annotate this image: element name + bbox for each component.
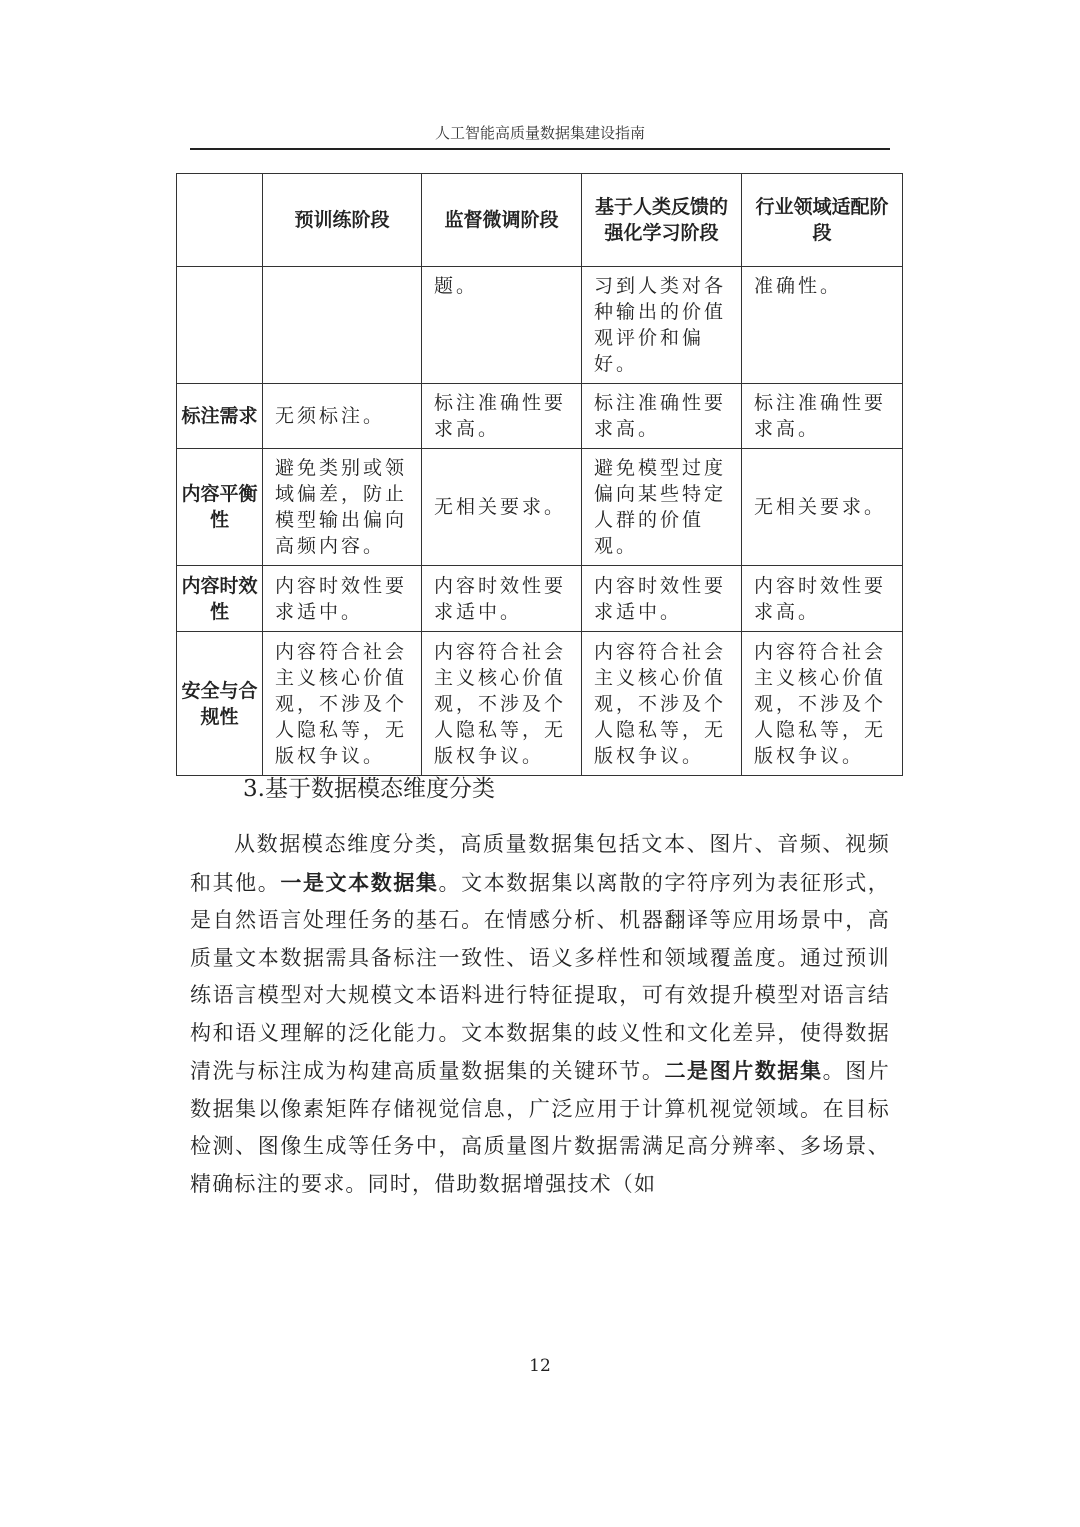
- table-cell: 无相关要求。: [742, 449, 903, 566]
- body-text-segment: 。图片数据集以像素矩阵存储视觉信息，广泛应用于计算机视觉领域。在目标检测、图像生成等任务中，高质量图片数据需满足高分辨率、多场景、精确标注的要求。同时，借助数据增强技术（如: [190, 1059, 890, 1196]
- table-cell: 避免模型过度偏向某些特定人群的价值观。: [582, 449, 742, 566]
- table-cell: 习到人类对各种输出的价值观评价和偏好。: [582, 267, 742, 384]
- row-label: 内容时效性: [177, 566, 263, 632]
- header-rule: [190, 148, 890, 150]
- table-cell: 标注准确性要求高。: [422, 384, 582, 449]
- running-header: 人工智能高质量数据集建设指南: [434, 124, 645, 142]
- bold-term: 一是文本数据集: [280, 869, 439, 895]
- table-cell: 内容符合社会主义核心价值观，不涉及个人隐私等，无版权争议。: [422, 632, 582, 776]
- table-cell: 标注准确性要求高。: [742, 384, 903, 449]
- table-cell: [263, 267, 422, 384]
- table-cell: 内容符合社会主义核心价值观，不涉及个人隐私等，无版权争议。: [742, 632, 903, 776]
- table-header-cell: 基于人类反馈的强化学习阶段: [582, 174, 742, 267]
- table-header-cell: 预训练阶段: [263, 174, 422, 267]
- row-label: 安全与合规性: [177, 632, 263, 776]
- table-header-cell: [177, 174, 263, 267]
- table-row: [177, 632, 903, 776]
- table-header-cell: 监督微调阶段: [422, 174, 582, 267]
- section-heading: 3.基于数据模态维度分类: [243, 776, 495, 802]
- table-cell: 避免类别或领域偏差，防止模型输出偏向高频内容。: [263, 449, 422, 566]
- table-header-row: [177, 174, 903, 267]
- row-label: 标注需求: [177, 384, 263, 449]
- table-cell: 无须标注。: [263, 384, 422, 449]
- table-cell: 内容时效性要求适中。: [263, 566, 422, 632]
- table-cell: 准确性。: [742, 267, 903, 384]
- body-text-segment: 从数据模态维度分类，高质量数据集包括文本、图片、音频、视频和其他。: [190, 832, 890, 895]
- stage-requirements-table: [176, 173, 903, 776]
- table-cell: 内容符合社会主义核心价值观，不涉及个人隐私等，无版权争议。: [263, 632, 422, 776]
- table-row: [177, 449, 903, 566]
- table-cell: 标注准确性要求高。: [582, 384, 742, 449]
- table-row: [177, 384, 903, 449]
- table-header-cell: 行业领域适配阶段: [742, 174, 903, 267]
- table-row: [177, 566, 903, 632]
- table-cell: 内容符合社会主义核心价值观，不涉及个人隐私等，无版权争议。: [582, 632, 742, 776]
- table-cell: 题。: [422, 267, 582, 384]
- page-number: 12: [529, 1356, 551, 1376]
- row-label: 内容平衡性: [177, 449, 263, 566]
- row-label: [177, 267, 263, 384]
- table-cell: 内容时效性要求适中。: [582, 566, 742, 632]
- table-row: [177, 267, 903, 384]
- body-text-segment: 。文本数据集以离散的字符序列为表征形式，是自然语言处理任务的基石。在情感分析、机器翻译等应用场景中，高质量文本数据需具备标注一致性、语义多样性和领域覆盖度。通过预训练语言模型对大规模文本语料进行特征提取，可有效提升模型对语言结构和语义理解的泛化能力。文本数据集的歧义性和文化差异，使得数据清洗与标注成为构建高质量数据集的关键环节。: [190, 870, 890, 1083]
- table-cell: 内容时效性要求适中。: [422, 566, 582, 632]
- body-paragraph: [190, 826, 890, 1203]
- table-cell: 内容时效性要求高。: [742, 566, 903, 632]
- bold-term: 二是图片数据集: [664, 1058, 823, 1083]
- table-cell: 无相关要求。: [422, 449, 582, 566]
